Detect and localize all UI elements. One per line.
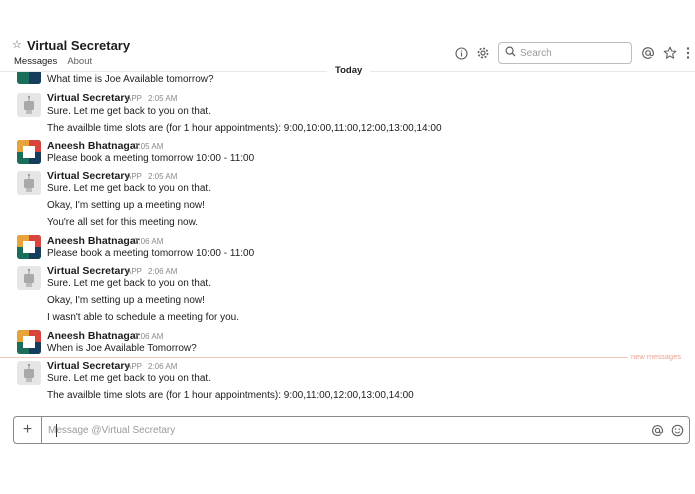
timestamp[interactable]: 2:05 AM: [134, 142, 164, 151]
message-text: Okay, I'm setting up a meeting now!: [47, 200, 205, 211]
sender-name[interactable]: Virtual Secretary: [47, 360, 131, 372]
message-text: What time is Joe Available tomorrow?: [47, 74, 214, 85]
channel-header: [0, 0, 695, 72]
avatar[interactable]: [17, 330, 41, 354]
message-text: The availble time slots are (for 1 hour appointments): 9:00,10:00,11:00,12:00,13:00,14:00: [47, 123, 442, 134]
info-icon[interactable]: [453, 45, 469, 61]
message-text: Sure. Let me get back to you on that.: [47, 106, 211, 117]
message-text: The availble time slots are (for 1 hour appointments): 9:00,11:00,12:00,13:00,14:00: [47, 390, 414, 401]
title-row: [12, 38, 130, 53]
sender-name[interactable]: Virtual Secretary: [47, 92, 131, 104]
search-icon: [505, 44, 516, 62]
avatar-bot[interactable]: [17, 361, 41, 385]
avatar[interactable]: [17, 72, 41, 84]
new-messages-divider: [0, 357, 628, 358]
avatar-bot[interactable]: [17, 266, 41, 290]
app-badge: APP: [126, 362, 143, 371]
header-tabs: [14, 56, 92, 67]
message-text: Sure. Let me get back to you on that.: [47, 278, 211, 289]
more-icon[interactable]: [683, 45, 693, 61]
message-text: I wasn't able to schedule a meeting for you.: [47, 312, 240, 323]
emoji-icon[interactable]: [669, 422, 685, 438]
search-input[interactable]: [498, 42, 632, 64]
message-composer: [13, 416, 690, 444]
message-input[interactable]: [42, 418, 649, 442]
timestamp[interactable]: 2:06 AM: [148, 267, 178, 276]
message-text: Please book a meeting tomorrow 10:00 - 11:00: [47, 248, 255, 259]
star-outline-icon[interactable]: [662, 45, 678, 61]
message-text: When is Joe Available Tomorrow?: [47, 343, 197, 354]
star-icon[interactable]: ☆: [12, 39, 22, 51]
tab-about[interactable]: About: [67, 56, 93, 67]
text-caret: [56, 424, 57, 437]
timestamp[interactable]: 2:06 AM: [148, 362, 178, 371]
timestamp[interactable]: 2:06 AM: [134, 332, 164, 341]
sender-name[interactable]: Aneesh Bhatnagar: [47, 140, 140, 152]
avatar-bot[interactable]: [17, 171, 41, 195]
gear-icon[interactable]: [475, 45, 491, 61]
sender-name[interactable]: Aneesh Bhatnagar: [47, 330, 140, 342]
sender-name[interactable]: Aneesh Bhatnagar: [47, 235, 140, 247]
sender-name[interactable]: Virtual Secretary: [47, 265, 131, 277]
message-text: You're all set for this meeting now.: [47, 217, 199, 228]
timestamp[interactable]: 2:05 AM: [148, 94, 178, 103]
message-text: Sure. Let me get back to you on that.: [47, 183, 211, 194]
avatar-bot[interactable]: [17, 93, 41, 117]
avatar[interactable]: [17, 235, 41, 259]
app-badge: APP: [126, 172, 143, 181]
timestamp[interactable]: 2:05 AM: [148, 172, 178, 181]
today-label: Today: [327, 65, 370, 76]
message-text: Okay, I'm setting up a meeting now!: [47, 295, 205, 306]
avatar[interactable]: [17, 140, 41, 164]
search-placeholder: Search: [520, 47, 552, 59]
channel-title[interactable]: Virtual Secretary: [27, 38, 131, 53]
at-icon[interactable]: [640, 45, 656, 61]
attach-plus-button[interactable]: +: [14, 417, 42, 443]
new-messages-label: new messages: [631, 352, 682, 361]
app-badge: APP: [126, 94, 143, 103]
message-text: Please book a meeting tomorrow 10:00 - 11:00: [47, 153, 255, 164]
message-text: Sure. Let me get back to you on that.: [47, 373, 211, 384]
message-list[interactable]: [0, 72, 695, 407]
app-badge: APP: [126, 267, 143, 276]
sender-name[interactable]: Virtual Secretary: [47, 170, 131, 182]
timestamp[interactable]: 2:06 AM: [134, 237, 164, 246]
tab-messages[interactable]: Messages: [14, 56, 58, 67]
mention-at-icon[interactable]: [649, 422, 665, 438]
